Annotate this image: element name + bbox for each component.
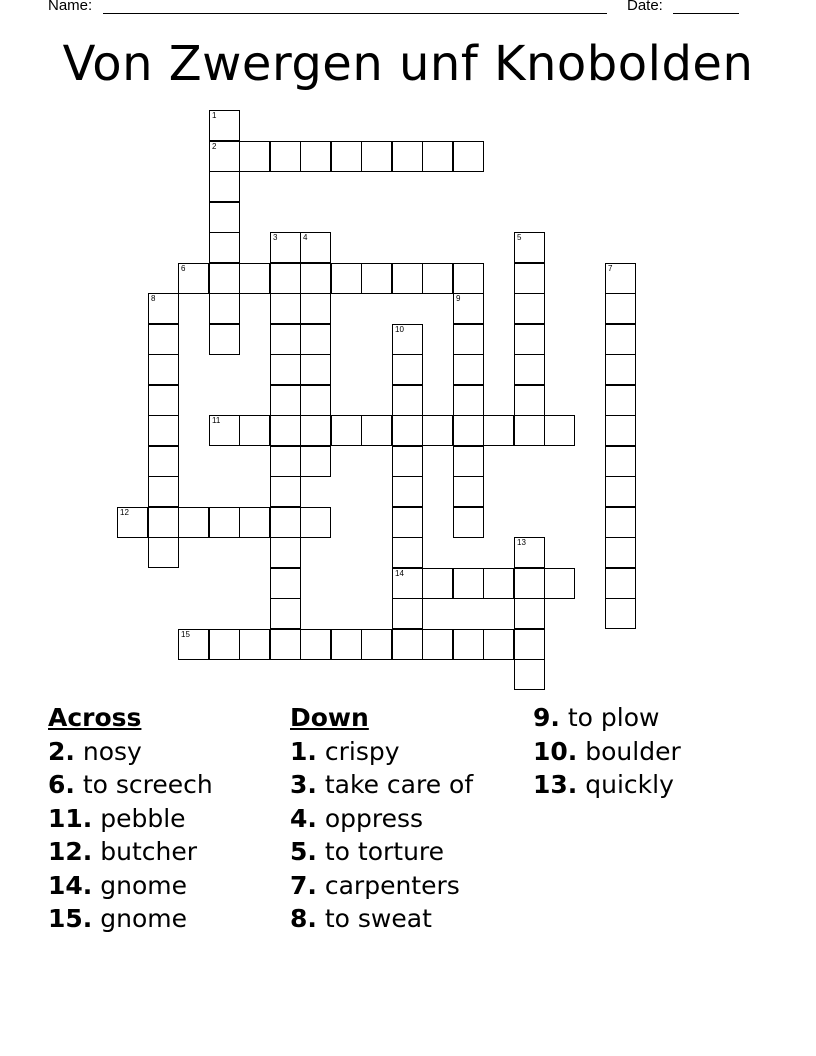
grid-cell[interactable]	[453, 385, 484, 416]
clue-number: 15.	[48, 904, 93, 933]
grid-cell[interactable]	[605, 415, 636, 446]
grid-cell[interactable]	[209, 415, 240, 446]
grid-cell[interactable]	[300, 324, 331, 355]
clue-item	[290, 869, 473, 903]
cell-number: 2	[212, 142, 217, 151]
clue-text: nosy	[82, 736, 142, 766]
grid-cell[interactable]	[514, 385, 545, 416]
grid-cell[interactable]	[300, 446, 331, 477]
cell-number: 3	[273, 233, 278, 242]
grid-cell[interactable]	[453, 415, 484, 446]
grid-cell[interactable]	[514, 629, 545, 660]
clue-text: crispy	[324, 736, 400, 766]
grid-cell[interactable]	[453, 141, 484, 172]
grid-cell[interactable]	[300, 293, 331, 324]
cell-number: 13	[517, 538, 526, 547]
grid-cell[interactable]	[270, 141, 301, 172]
grid-cell[interactable]	[514, 324, 545, 355]
grid-cell[interactable]	[392, 446, 423, 477]
clue-text: gnome	[100, 904, 187, 933]
grid-cell[interactable]	[605, 598, 636, 629]
grid-cell[interactable]	[514, 659, 545, 690]
clue-number: 3.	[290, 770, 317, 799]
grid-cell[interactable]	[392, 324, 423, 355]
clue-number: 12.	[48, 837, 93, 866]
grid-cell[interactable]	[270, 293, 301, 324]
grid-cell[interactable]	[148, 446, 179, 477]
grid-cell[interactable]	[514, 354, 545, 385]
clue-item	[48, 835, 213, 869]
clue-number: 10.	[533, 736, 578, 766]
grid-cell[interactable]	[392, 385, 423, 416]
clue-text: quickly	[585, 770, 674, 799]
grid-cell[interactable]	[209, 141, 240, 172]
grid-cell[interactable]	[148, 354, 179, 385]
clue-text: to screech	[82, 770, 213, 799]
grid-cell[interactable]	[605, 568, 636, 599]
grid-cell[interactable]	[605, 263, 636, 294]
clue-item	[48, 802, 213, 836]
grid-cell[interactable]	[270, 446, 301, 477]
grid-cell[interactable]	[453, 507, 484, 538]
grid-cell[interactable]	[148, 293, 179, 324]
grid-cell[interactable]	[392, 263, 423, 294]
grid-cell[interactable]	[270, 598, 301, 629]
clue-number: 11.	[48, 803, 93, 833]
grid-cell[interactable]	[422, 141, 453, 172]
grid-cell[interactable]	[392, 598, 423, 629]
grid-cell[interactable]	[453, 293, 484, 324]
puzzle-title: Von Zwergen unf Knobolden	[62, 36, 754, 92]
clue-text: carpenters	[324, 870, 460, 900]
grid-cell[interactable]	[514, 568, 545, 599]
clue-text: boulder	[585, 736, 681, 766]
grid-cell[interactable]	[422, 263, 453, 294]
grid-cell[interactable]	[514, 415, 545, 446]
grid-cell[interactable]	[605, 476, 636, 507]
grid-cell[interactable]	[270, 568, 301, 599]
grid-cell[interactable]	[331, 141, 362, 172]
clue-number: 13.	[533, 770, 578, 799]
grid-cell[interactable]	[483, 415, 514, 446]
grid-cell[interactable]	[270, 232, 301, 263]
cell-number: 14	[395, 569, 404, 578]
clue-text: gnome	[100, 870, 187, 900]
grid-cell[interactable]	[300, 385, 331, 416]
grid-cell[interactable]	[178, 629, 209, 660]
grid-cell[interactable]	[392, 629, 423, 660]
grid-cell[interactable]	[483, 629, 514, 660]
clue-item	[48, 902, 213, 936]
grid-cell[interactable]	[544, 415, 575, 446]
grid-cell[interactable]	[270, 263, 301, 294]
grid-cell[interactable]	[270, 476, 301, 507]
grid-cell[interactable]	[270, 629, 301, 660]
grid-cell[interactable]	[605, 507, 636, 538]
grid-cell[interactable]	[331, 629, 362, 660]
grid-cell[interactable]	[300, 263, 331, 294]
down-heading: Down	[290, 703, 369, 732]
clue-text: pebble	[100, 803, 186, 833]
grid-cell[interactable]	[605, 354, 636, 385]
grid-cell[interactable]	[270, 415, 301, 446]
grid-cell[interactable]	[209, 171, 240, 202]
grid-cell[interactable]	[300, 507, 331, 538]
clue-number: 6.	[48, 770, 75, 799]
grid-cell[interactable]	[178, 263, 209, 294]
grid-cell[interactable]	[392, 415, 423, 446]
grid-cell[interactable]	[453, 446, 484, 477]
date-label: Date:	[627, 0, 663, 14]
clue-item	[290, 802, 473, 836]
grid-cell[interactable]	[300, 415, 331, 446]
grid-cell[interactable]	[239, 141, 270, 172]
name-label: Name:	[48, 0, 93, 14]
clue-text: butcher	[100, 837, 198, 866]
grid-cell[interactable]	[453, 629, 484, 660]
grid-cell[interactable]	[514, 293, 545, 324]
grid-cell[interactable]	[514, 598, 545, 629]
grid-cell[interactable]	[453, 263, 484, 294]
grid-cell[interactable]	[300, 354, 331, 385]
grid-cell[interactable]	[178, 507, 209, 538]
grid-cell[interactable]	[605, 537, 636, 568]
grid-cell[interactable]	[148, 537, 179, 568]
clue-text: take care of	[324, 770, 474, 799]
grid-cell[interactable]	[514, 537, 545, 568]
grid-cell[interactable]	[544, 568, 575, 599]
grid-cell[interactable]	[392, 141, 423, 172]
grid-cell[interactable]	[361, 415, 392, 446]
grid-cell[interactable]	[270, 324, 301, 355]
grid-cell[interactable]	[270, 507, 301, 538]
clue-item	[533, 701, 681, 735]
clue-number: 5.	[290, 837, 317, 866]
grid-cell[interactable]	[209, 232, 240, 263]
grid-cell[interactable]	[209, 629, 240, 660]
cell-number: 6	[181, 264, 186, 273]
grid-cell[interactable]	[270, 385, 301, 416]
clue-number: 1.	[290, 736, 317, 766]
grid-cell[interactable]	[361, 263, 392, 294]
grid-cell[interactable]	[331, 263, 362, 294]
grid-cell[interactable]	[239, 415, 270, 446]
down-clues	[290, 701, 473, 936]
grid-cell[interactable]	[514, 232, 545, 263]
grid-cell[interactable]	[422, 568, 453, 599]
grid-cell[interactable]	[605, 324, 636, 355]
clue-number: 2.	[48, 736, 75, 766]
grid-cell[interactable]	[361, 629, 392, 660]
grid-cell[interactable]	[605, 446, 636, 477]
cell-number: 12	[120, 508, 129, 517]
clue-item	[533, 735, 681, 769]
cell-number: 9	[456, 294, 461, 303]
cell-number: 11	[212, 416, 221, 425]
grid-cell[interactable]	[331, 415, 362, 446]
clue-item	[290, 902, 473, 936]
clue-text: to plow	[567, 703, 660, 732]
grid-cell[interactable]	[148, 476, 179, 507]
clue-number: 14.	[48, 870, 93, 900]
grid-cell[interactable]	[148, 415, 179, 446]
clue-text: to sweat	[324, 904, 432, 933]
grid-cell[interactable]	[239, 263, 270, 294]
cell-number: 1	[212, 111, 217, 120]
grid-cell[interactable]	[392, 354, 423, 385]
cell-number: 5	[517, 233, 522, 242]
cell-number: 10	[395, 325, 404, 334]
grid-cell[interactable]	[270, 537, 301, 568]
grid-cell[interactable]	[117, 507, 148, 538]
clue-item	[48, 735, 213, 769]
clue-text: oppress	[324, 803, 424, 833]
grid-cell[interactable]	[392, 537, 423, 568]
grid-cell[interactable]	[148, 385, 179, 416]
cell-number: 4	[303, 233, 308, 242]
clue-item	[290, 835, 473, 869]
grid-cell[interactable]	[392, 568, 423, 599]
grid-cell[interactable]	[453, 354, 484, 385]
grid-cell[interactable]	[514, 263, 545, 294]
across-clues	[48, 701, 213, 936]
cell-number: 8	[151, 294, 156, 303]
down-clues-continued	[533, 701, 681, 802]
clue-number: 8.	[290, 904, 317, 933]
grid-cell[interactable]	[453, 324, 484, 355]
clue-number: 4.	[290, 803, 317, 833]
clue-item	[533, 768, 681, 802]
grid-cell[interactable]	[209, 507, 240, 538]
grid-cell[interactable]	[148, 324, 179, 355]
grid-cell[interactable]	[209, 202, 240, 233]
clue-item	[290, 768, 473, 802]
across-heading: Across	[48, 703, 142, 732]
grid-cell[interactable]	[239, 629, 270, 660]
grid-cell[interactable]	[422, 629, 453, 660]
clue-text: to torture	[324, 837, 445, 866]
grid-cell[interactable]	[209, 293, 240, 324]
grid-cell[interactable]	[605, 385, 636, 416]
grid-cell[interactable]	[209, 263, 240, 294]
grid-cell[interactable]	[300, 629, 331, 660]
grid-cell[interactable]	[605, 293, 636, 324]
grid-cell[interactable]	[148, 507, 179, 538]
grid-cell[interactable]	[209, 110, 240, 141]
grid-cell[interactable]	[239, 507, 270, 538]
grid-cell[interactable]	[300, 232, 331, 263]
cell-number: 15	[181, 630, 190, 639]
grid-cell[interactable]	[361, 141, 392, 172]
grid-cell[interactable]	[422, 415, 453, 446]
clue-number: 7.	[290, 870, 317, 900]
clue-item	[48, 869, 213, 903]
clue-item	[290, 735, 473, 769]
grid-cell[interactable]	[483, 568, 514, 599]
cell-number: 7	[608, 264, 613, 273]
grid-cell[interactable]	[270, 354, 301, 385]
grid-cell[interactable]	[453, 476, 484, 507]
grid-cell[interactable]	[392, 476, 423, 507]
grid-cell[interactable]	[453, 568, 484, 599]
clue-number: 9.	[533, 703, 560, 732]
grid-cell[interactable]	[392, 507, 423, 538]
clue-item	[48, 768, 213, 802]
grid-cell[interactable]	[209, 324, 240, 355]
grid-cell[interactable]	[300, 141, 331, 172]
